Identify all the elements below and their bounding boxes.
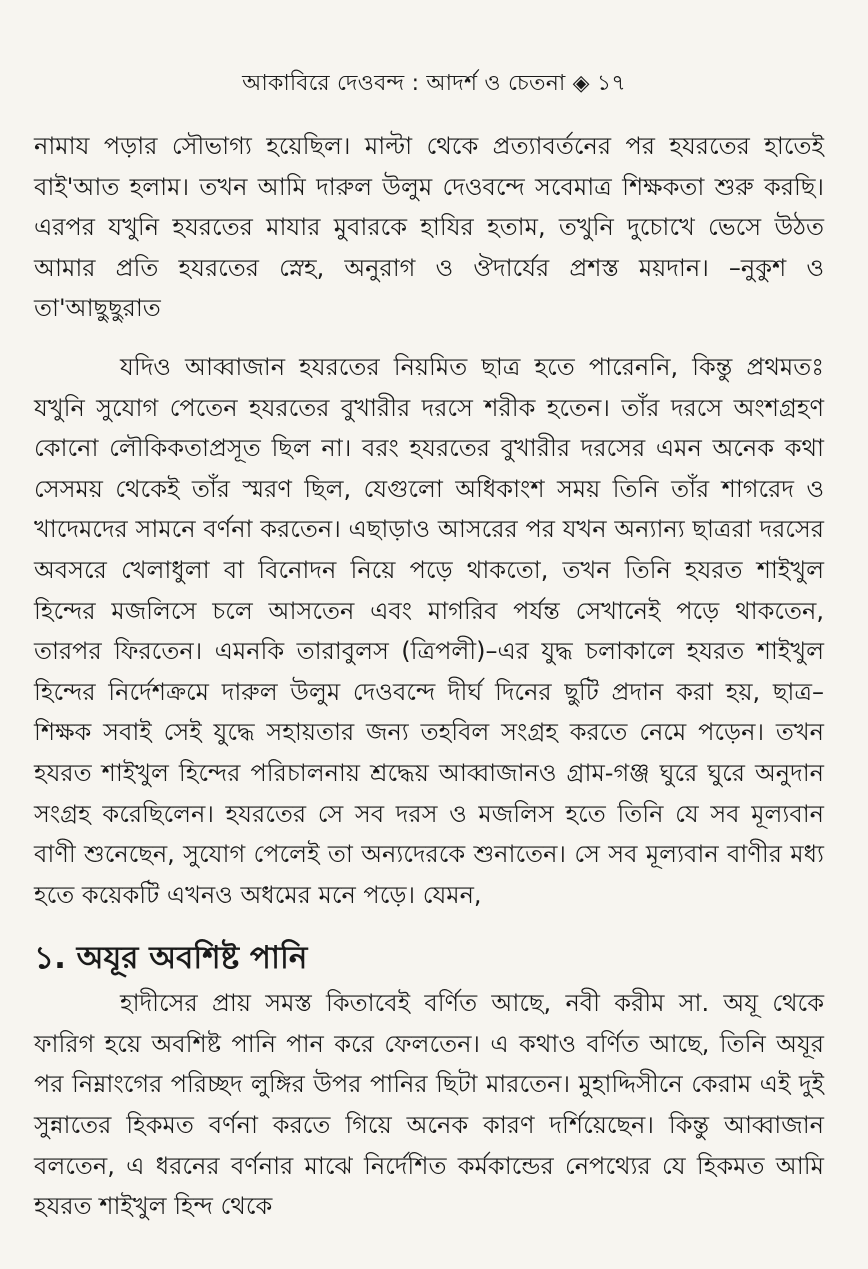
running-header: আকাবিরে দেওবন্দ : আদর্শ ও চেতনা ◈ ১৭ <box>242 71 626 96</box>
paragraph-3: হাদীসের প্রায় সমস্ত কিতাবেই বর্ণিত আছে, নবী করীম সা. অযূ থেকে ফারিগ হয়ে অবশিষ্ট পানি পান করে ফেলতেন। এ কথাও বর্ণিত আছে, তিনি অযূর পর নিম্নাংগের পরিচ্ছদ লুঙ্গির উপর পানির ছিটা মারতেন। মুহাদ্দিসীনে কেরাম এই দুই সুন্নাতের হিকমত বর্ণনা করতে গিয়ে অনেক কারণ দর্শিয়েছেন। কিন্তু আব্বাজান বলতেন, এ ধরনের বর্ণনার মাঝে নির্দেশিত কর্মকান্ডের নেপথ্যের যে হিকমত আমি হযরত শাইখুল হিন্দ থেকে <box>34 989 824 1221</box>
paragraph-1: নামায পড়ার সৌভাগ্য হয়েছিল। মাল্টা থেকে প্রত্যাবর্তনের পর হযরতের হাতেই বাই'আত হলাম। তখন আমি দারুল উলুম দেওবন্দে সবেমাত্র শিক্ষকতা শুরু করছি। এরপর যখুনি হযরতের মাযার মুবারকে হাযির হতাম, তখুনি দুচোখে ভেসে উঠত আমার প্রতি হযরতের স্নেহ, অনুরাগ ও ঔদার্যের প্রশস্ত ময়দান। –নুকুশ ও তা'আছুছুরাত <box>34 132 824 323</box>
section-heading: ১. অযূর অবশিষ্ট পানি <box>34 940 308 977</box>
paragraph-2: যদিও আব্বাজান হযরতের নিয়মিত ছাত্র হতে পারেননি, কিন্তু প্রথমতঃ যখুনি সুযোগ পেতেন হযরতের বুখারীর দরসে শরীক হতেন। তাঁর দরসে অংশগ্রহণ কোনো লৌকিকতাপ্রসূত ছিল না। বরং হযরতের বুখারীর দরসের এমন অনেক কথা সেসময় থেকেই তাঁর স্মরণ ছিল, যেগুলো অধিকাংশ সময় তিনি তাঁর শাগরেদ ও খাদেমদের সামনে বর্ণনা করতেন। এছাড়াও আসরের পর যখন অন্যান্য ছাত্ররা দরসের অবসরে খেলাধুলা বা বিনোদন নিয়ে পড়ে থাকতো, তখন তিনি হযরত শাইখুল হিন্দের মজলিসে চলে আসতেন এবং মাগরিব পর্যন্ত সেখানেই পড়ে থাকতেন, তারপর ফিরতেন। এমনকি তারাবুলস (ত্রিপলী)–এর যুদ্ধ চলাকালে হযরত শাইখুল হিন্দের নির্দেশক্রমে দারুল উলুম দেওবন্দে দীর্ঘ দিনের ছুটি প্রদান করা হয়, ছাত্র–শিক্ষক সবাই সেই যুদ্ধে সহায়তার জন্য তহবিল সংগ্রহ করতে নেমে পড়েন। তখন হযরত শাইখুল হিন্দের পরিচালনায় শ্রদ্ধেয় আব্বাজানও গ্রাম-গঞ্জ ঘুরে ঘুরে অনুদান সংগ্রহ করেছিলেন। হযরতের সে সব দরস ও মজলিস হতে তিনি যে সব মূল্যবান বাণী শুনেছেন, সুযোগ পেলেই তা অন্যদেরকে শুনাতেন। সে সব মূল্যবান বাণীর মধ্য হতে কয়েকটি এখনও অধমের মনে পড়ে। যেমন, <box>34 352 824 909</box>
page-body <box>34 126 824 1227</box>
